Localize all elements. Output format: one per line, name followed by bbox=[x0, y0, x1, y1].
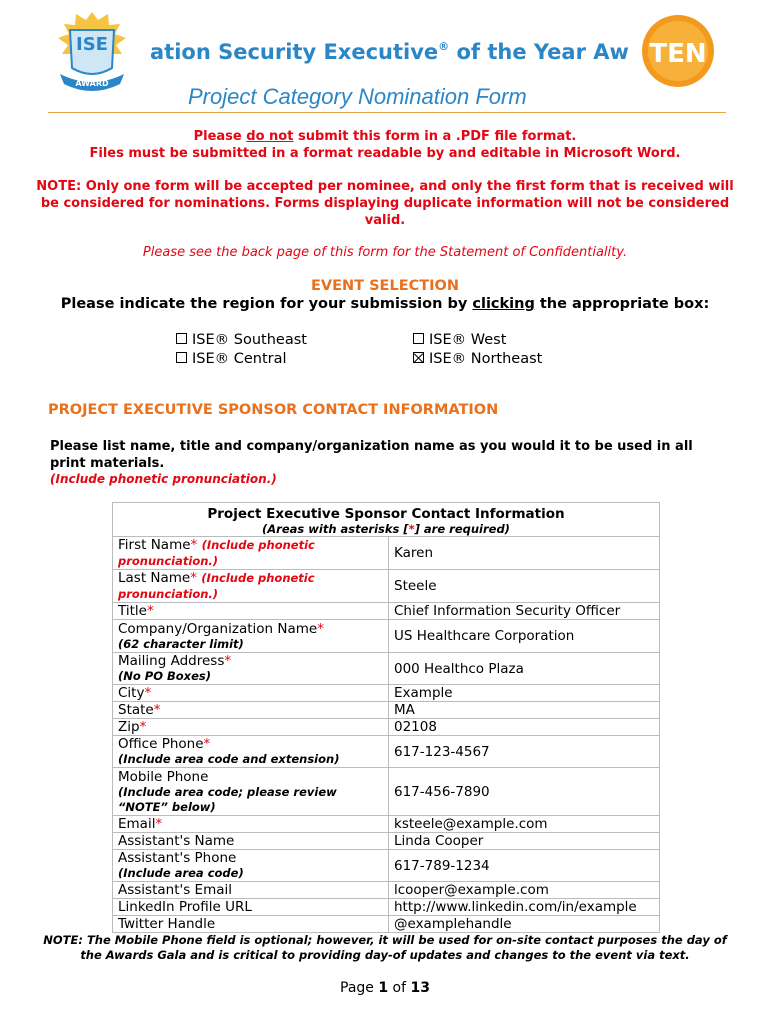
zip-field[interactable]: 02108 bbox=[389, 719, 660, 736]
single-form-note: NOTE: Only one form will be accepted per nominee, and only the first form that is received will be considered for nominations. Forms displaying duplicate information will not be considered valid. bbox=[36, 179, 734, 228]
mobile-phone-field[interactable]: 617-456-7890 bbox=[389, 768, 660, 816]
checkbox-southeast[interactable] bbox=[176, 333, 187, 344]
city-label: City* bbox=[113, 685, 389, 702]
table-row bbox=[113, 537, 660, 570]
table-row bbox=[113, 570, 660, 603]
last-name-field[interactable]: Steele bbox=[389, 570, 660, 603]
award-title: ation Security Executive® of the Year Aw bbox=[150, 40, 629, 64]
table-row bbox=[113, 719, 660, 736]
title-field[interactable]: Chief Information Security Officer bbox=[389, 603, 660, 620]
region-option-northeast[interactable]: ISE® Northeast bbox=[413, 350, 542, 369]
region-choices-left bbox=[176, 331, 307, 369]
svg-text:ISE: ISE bbox=[76, 34, 108, 55]
mobile-phone-label: Mobile Phone (Include area code; please review “NOTE” below) bbox=[113, 768, 389, 816]
table-row bbox=[113, 899, 660, 916]
svg-text:TEN: TEN bbox=[649, 39, 707, 69]
city-field[interactable]: Example bbox=[389, 685, 660, 702]
table-row bbox=[113, 620, 660, 653]
state-label: State* bbox=[113, 702, 389, 719]
table-row bbox=[113, 833, 660, 850]
mailing-address-field[interactable]: 000 Healthco Plaza bbox=[389, 653, 660, 685]
company-label: Company/Organization Name* (62 character limit) bbox=[113, 620, 389, 653]
table-row bbox=[113, 768, 660, 816]
assistant-email-field[interactable]: lcooper@example.com bbox=[389, 882, 660, 899]
sponsor-instructions: Please list name, title and company/organization name as you would it to be used in all print materials. bbox=[50, 439, 693, 471]
table-row bbox=[113, 702, 660, 719]
first-name-label: First Name* (Include phonetic pronunciation.) bbox=[113, 537, 389, 570]
table-row bbox=[113, 916, 660, 933]
first-name-field[interactable]: Karen bbox=[389, 537, 660, 570]
region-option-southeast[interactable]: ISE® Southeast bbox=[176, 331, 307, 350]
twitter-field[interactable]: @examplehandle bbox=[389, 916, 660, 933]
company-field[interactable]: US Healthcare Corporation bbox=[389, 620, 660, 653]
assistant-phone-field[interactable]: 617-789-1234 bbox=[389, 850, 660, 882]
email-label: Email* bbox=[113, 816, 389, 833]
checkbox-northeast[interactable] bbox=[413, 352, 424, 363]
email-field[interactable]: ksteele@example.com bbox=[389, 816, 660, 833]
mobile-phone-note: NOTE: The Mobile Phone field is optional; however, it will be used for on-site contact purposes the day of the Awards Gala and is critical to providing day-of updates and changes to the event via text. bbox=[43, 933, 727, 962]
event-instructions: Please indicate the region for your submission by clicking the appropriate box: bbox=[60, 296, 710, 312]
table-row bbox=[113, 685, 660, 702]
twitter-label: Twitter Handle bbox=[113, 916, 389, 933]
assistant-email-label: Assistant's Email bbox=[113, 882, 389, 899]
ise-award-logo bbox=[52, 10, 132, 96]
zip-label: Zip* bbox=[113, 719, 389, 736]
linkedin-label: LinkedIn Profile URL bbox=[113, 899, 389, 916]
pdf-warning: Please do not submit this form in a .PDF file format. Files must be submitted in a format readable by and editable in Microsoft Word. bbox=[89, 129, 681, 161]
table-row bbox=[113, 882, 660, 899]
page-header bbox=[0, 0, 770, 115]
page-number: Page 1 of 13 bbox=[340, 980, 430, 996]
table-header: Project Executive Sponsor Contact Information (Areas with asterisks [*] are required) bbox=[113, 503, 660, 537]
checkbox-central[interactable] bbox=[176, 352, 187, 363]
region-option-central[interactable]: ISE® Central bbox=[176, 350, 307, 369]
confidentiality-note: Please see the back page of this form for the Statement of Confidentiality. bbox=[142, 245, 628, 260]
title-label: Title* bbox=[113, 603, 389, 620]
table-row bbox=[113, 850, 660, 882]
table-row bbox=[113, 816, 660, 833]
state-field[interactable]: MA bbox=[389, 702, 660, 719]
svg-text:AWARD: AWARD bbox=[75, 79, 109, 88]
phonetic-note: (Include phonetic pronunciation.) bbox=[50, 472, 277, 486]
sponsor-contact-table bbox=[112, 502, 660, 933]
mailing-address-label: Mailing Address* (No PO Boxes) bbox=[113, 653, 389, 685]
table-row bbox=[113, 653, 660, 685]
header-divider bbox=[48, 112, 726, 113]
checkbox-west[interactable] bbox=[413, 333, 424, 344]
assistant-name-label: Assistant's Name bbox=[113, 833, 389, 850]
sponsor-section-title: PROJECT EXECUTIVE SPONSOR CONTACT INFORMATION bbox=[48, 402, 499, 418]
region-choices-right bbox=[413, 331, 542, 369]
region-option-west[interactable]: ISE® West bbox=[413, 331, 542, 350]
table-row bbox=[113, 736, 660, 768]
form-subtitle: Project Category Nomination Form bbox=[188, 84, 527, 109]
last-name-label: Last Name* (Include phonetic pronunciation.) bbox=[113, 570, 389, 603]
office-phone-label: Office Phone* (Include area code and extension) bbox=[113, 736, 389, 768]
assistant-phone-label: Assistant's Phone (Include area code) bbox=[113, 850, 389, 882]
ten-logo bbox=[636, 12, 720, 90]
linkedin-field[interactable]: http://www.linkedin.com/in/example bbox=[389, 899, 660, 916]
event-selection-title: EVENT SELECTION bbox=[311, 278, 459, 294]
office-phone-field[interactable]: 617-123-4567 bbox=[389, 736, 660, 768]
assistant-name-field[interactable]: Linda Cooper bbox=[389, 833, 660, 850]
table-row bbox=[113, 603, 660, 620]
